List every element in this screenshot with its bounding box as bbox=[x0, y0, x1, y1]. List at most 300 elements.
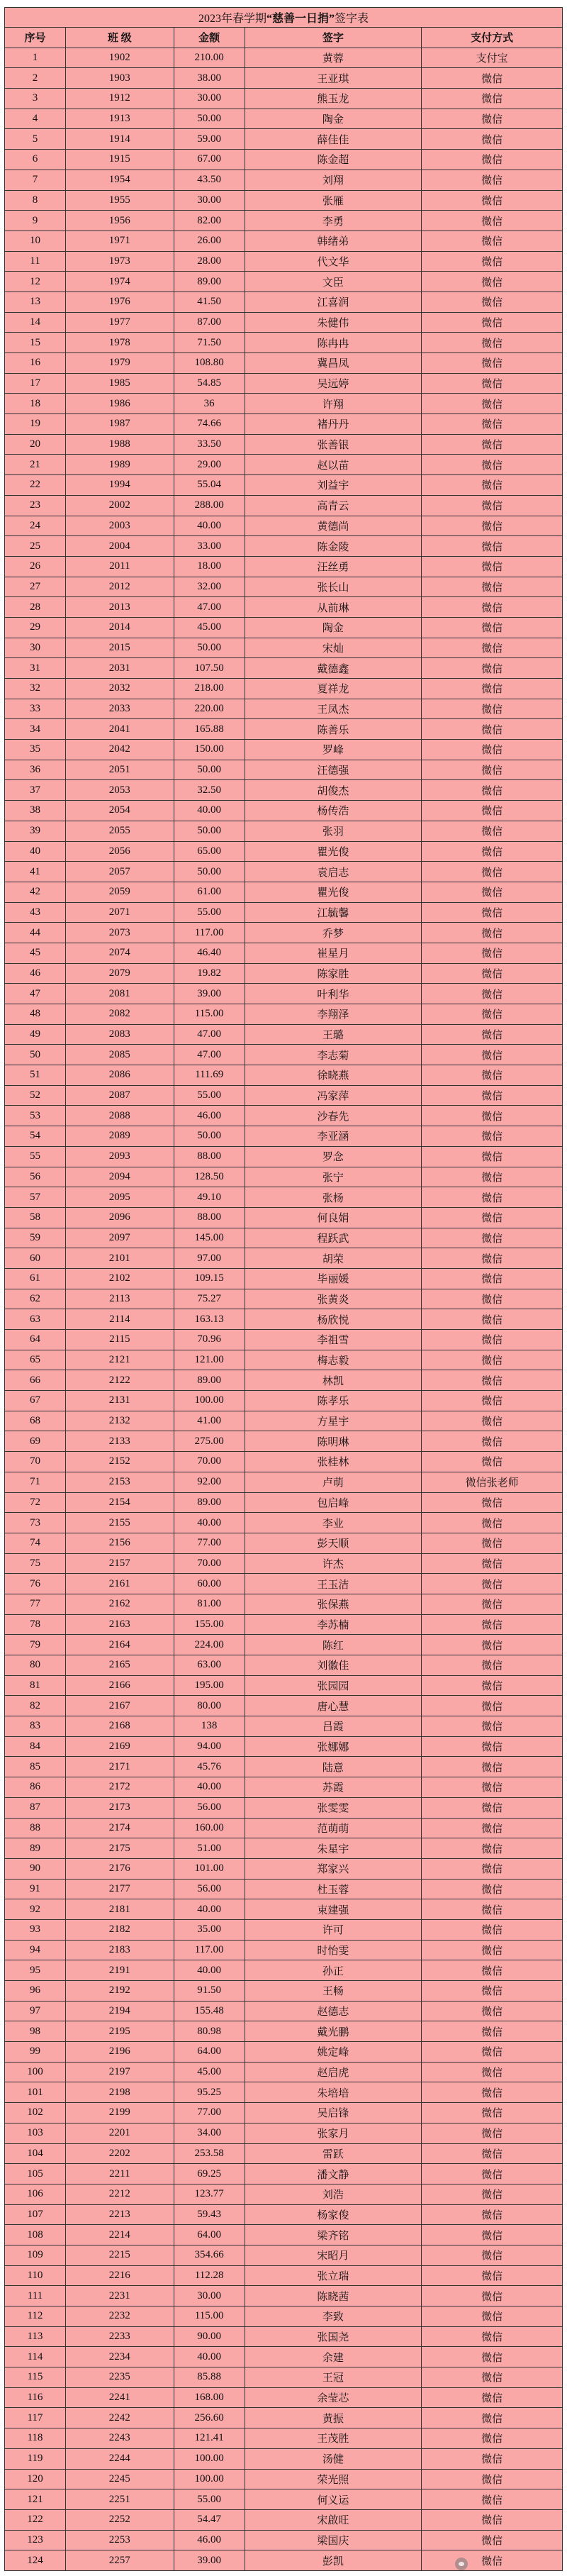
cell-amount: 40.00 bbox=[174, 1899, 245, 1920]
cell-payment: 微信 bbox=[422, 1309, 563, 1330]
cell-amount: 36 bbox=[174, 394, 245, 414]
table-row bbox=[5, 679, 563, 699]
cell-amount: 123.77 bbox=[174, 2184, 245, 2205]
cell-signature: 黄蓉 bbox=[245, 48, 422, 69]
table-row bbox=[5, 618, 563, 638]
cell-signature: 徐晓燕 bbox=[245, 1065, 422, 1086]
table-row bbox=[5, 1635, 563, 1655]
cell-payment: 微信 bbox=[422, 801, 563, 821]
cell-payment: 微信 bbox=[422, 1126, 563, 1147]
table-row bbox=[5, 1004, 563, 1025]
cell-seq: 40 bbox=[5, 842, 66, 862]
cell-class: 2196 bbox=[66, 2042, 174, 2063]
cell-seq: 55 bbox=[5, 1147, 66, 1167]
cell-amount: 30.00 bbox=[174, 2286, 245, 2306]
signature-table bbox=[4, 7, 563, 2571]
cell-amount: 115.00 bbox=[174, 2306, 245, 2327]
cell-amount: 256.60 bbox=[174, 2408, 245, 2428]
cell-amount: 29.00 bbox=[174, 455, 245, 475]
table-row bbox=[5, 1838, 563, 1859]
cell-amount: 224.00 bbox=[174, 1635, 245, 1655]
cell-seq: 74 bbox=[5, 1533, 66, 1554]
cell-seq: 23 bbox=[5, 496, 66, 516]
cell-class: 2214 bbox=[66, 2225, 174, 2245]
table-row bbox=[5, 394, 563, 414]
table-row bbox=[5, 1655, 563, 1676]
cell-class: 2132 bbox=[66, 1411, 174, 1432]
cell-seq: 83 bbox=[5, 1716, 66, 1737]
cell-seq: 20 bbox=[5, 435, 66, 455]
cell-seq: 58 bbox=[5, 1208, 66, 1228]
cell-signature: 赵以苗 bbox=[245, 455, 422, 475]
cell-payment: 微信 bbox=[422, 2510, 563, 2531]
cell-amount: 100.00 bbox=[174, 1391, 245, 1411]
cell-signature: 陈家胜 bbox=[245, 964, 422, 984]
cell-seq: 70 bbox=[5, 1452, 66, 1472]
cell-signature: 汪丝勇 bbox=[245, 557, 422, 577]
table-row bbox=[5, 943, 563, 964]
cell-signature: 乔梦 bbox=[245, 923, 422, 943]
cell-payment: 微信 bbox=[422, 2347, 563, 2367]
cell-payment: 微信 bbox=[422, 943, 563, 964]
cell-seq: 11 bbox=[5, 252, 66, 272]
cell-signature: 李致 bbox=[245, 2306, 422, 2327]
cell-class: 2059 bbox=[66, 882, 174, 903]
table-row bbox=[5, 1147, 563, 1167]
cell-amount: 40.00 bbox=[174, 2347, 245, 2367]
cell-class: 2181 bbox=[66, 1899, 174, 1920]
cell-class: 2012 bbox=[66, 577, 174, 598]
cell-payment: 微信 bbox=[422, 1960, 563, 1981]
cell-payment: 微信 bbox=[422, 2184, 563, 2205]
cell-seq: 24 bbox=[5, 516, 66, 537]
cell-payment: 微信 bbox=[422, 2245, 563, 2266]
table-row bbox=[5, 2002, 563, 2022]
cell-seq: 114 bbox=[5, 2347, 66, 2367]
table-row bbox=[5, 516, 563, 537]
cell-payment: 微信 bbox=[422, 1248, 563, 1269]
cell-payment: 微信 bbox=[422, 496, 563, 516]
cell-amount: 56.00 bbox=[174, 1798, 245, 1819]
cell-payment: 微信 bbox=[422, 2103, 563, 2123]
cell-class: 2253 bbox=[66, 2531, 174, 2551]
cell-signature: 崔星月 bbox=[245, 943, 422, 964]
cell-payment: 微信 bbox=[422, 679, 563, 699]
table-row bbox=[5, 2245, 563, 2266]
cell-signature: 宋昭月 bbox=[245, 2245, 422, 2266]
cell-payment: 微信 bbox=[422, 1187, 563, 1208]
cell-signature: 何良娟 bbox=[245, 1208, 422, 1228]
cell-class: 2014 bbox=[66, 618, 174, 638]
table-row bbox=[5, 1431, 563, 1452]
cell-class: 2154 bbox=[66, 1493, 174, 1514]
cell-seq: 1 bbox=[5, 48, 66, 69]
cell-payment: 微信 bbox=[422, 68, 563, 89]
cell-class: 2081 bbox=[66, 984, 174, 1004]
cell-signature: 余莹芯 bbox=[245, 2388, 422, 2409]
table-row bbox=[5, 1899, 563, 1920]
table-row bbox=[5, 475, 563, 496]
cell-signature: 杨家俊 bbox=[245, 2205, 422, 2226]
cell-amount: 168.00 bbox=[174, 2388, 245, 2409]
cell-class: 2176 bbox=[66, 1859, 174, 1880]
cell-seq: 43 bbox=[5, 903, 66, 923]
header-payment: 支付方式 bbox=[422, 28, 563, 48]
cell-amount: 28.00 bbox=[174, 252, 245, 272]
cell-payment: 微信 bbox=[422, 1838, 563, 1859]
cell-class: 1971 bbox=[66, 231, 174, 252]
table-row bbox=[5, 964, 563, 984]
cell-class: 2211 bbox=[66, 2164, 174, 2184]
cell-seq: 96 bbox=[5, 1981, 66, 2002]
cell-signature: 胡荣 bbox=[245, 1248, 422, 1269]
cell-seq: 44 bbox=[5, 923, 66, 943]
table-row bbox=[5, 2531, 563, 2551]
cell-seq: 28 bbox=[5, 597, 66, 618]
cell-payment: 微信 bbox=[422, 1391, 563, 1411]
cell-amount: 112.28 bbox=[174, 2266, 245, 2287]
cell-amount: 40.00 bbox=[174, 1777, 245, 1798]
cell-class: 2082 bbox=[66, 1004, 174, 1025]
cell-seq: 113 bbox=[5, 2327, 66, 2348]
table-row bbox=[5, 48, 563, 69]
table-row bbox=[5, 1289, 563, 1310]
cell-amount: 115.00 bbox=[174, 1004, 245, 1025]
cell-seq: 76 bbox=[5, 1574, 66, 1594]
cell-signature: 梁国庆 bbox=[245, 2531, 422, 2551]
cell-seq: 53 bbox=[5, 1106, 66, 1126]
table-row bbox=[5, 2449, 563, 2470]
cell-amount: 35.00 bbox=[174, 1920, 245, 1941]
cell-amount: 97.00 bbox=[174, 1248, 245, 1269]
cell-seq: 32 bbox=[5, 679, 66, 699]
cell-signature: 彭凯 bbox=[245, 2550, 422, 2571]
cell-class: 2004 bbox=[66, 536, 174, 557]
table-row bbox=[5, 882, 563, 903]
cell-payment: 微信 bbox=[422, 1615, 563, 1636]
title-suffix: 签字表 bbox=[335, 13, 369, 25]
table-row bbox=[5, 1269, 563, 1289]
cell-class: 1985 bbox=[66, 374, 174, 394]
cell-payment: 微信张老师 bbox=[422, 1472, 563, 1493]
cell-seq: 94 bbox=[5, 1941, 66, 1961]
cell-amount: 34.00 bbox=[174, 2123, 245, 2144]
cell-payment: 微信 bbox=[422, 1737, 563, 1758]
cell-payment: 微信 bbox=[422, 2408, 563, 2428]
cell-class: 2013 bbox=[66, 597, 174, 618]
cell-payment: 微信 bbox=[422, 231, 563, 252]
cell-payment: 微信 bbox=[422, 2021, 563, 2042]
cell-amount: 55.00 bbox=[174, 2489, 245, 2510]
cell-seq: 60 bbox=[5, 1248, 66, 1269]
cell-payment: 微信 bbox=[422, 1574, 563, 1594]
cell-amount: 109.15 bbox=[174, 1269, 245, 1289]
cell-class: 2172 bbox=[66, 1777, 174, 1798]
cell-signature: 汤健 bbox=[245, 2449, 422, 2470]
cell-amount: 145.00 bbox=[174, 1228, 245, 1249]
cell-seq: 116 bbox=[5, 2388, 66, 2409]
cell-signature: 黄德尚 bbox=[245, 516, 422, 537]
cell-payment: 微信 bbox=[422, 455, 563, 475]
table-row bbox=[5, 1391, 563, 1411]
cell-seq: 25 bbox=[5, 536, 66, 557]
cell-signature: 张娜娜 bbox=[245, 1737, 422, 1758]
cell-seq: 7 bbox=[5, 170, 66, 191]
cell-class: 2234 bbox=[66, 2347, 174, 2367]
cell-seq: 35 bbox=[5, 740, 66, 760]
cell-seq: 100 bbox=[5, 2063, 66, 2083]
cell-class: 2097 bbox=[66, 1228, 174, 1249]
table-row bbox=[5, 2042, 563, 2063]
cell-amount: 70.00 bbox=[174, 1554, 245, 1575]
cell-signature: 王畅 bbox=[245, 1981, 422, 2002]
cell-seq: 118 bbox=[5, 2428, 66, 2449]
cell-payment: 微信 bbox=[422, 2550, 563, 2571]
cell-payment: 微信 bbox=[422, 618, 563, 638]
cell-class: 2095 bbox=[66, 1187, 174, 1208]
cell-seq: 81 bbox=[5, 1676, 66, 1697]
cell-amount: 49.10 bbox=[174, 1187, 245, 1208]
cell-signature: 陶金 bbox=[245, 109, 422, 130]
cell-class: 2156 bbox=[66, 1533, 174, 1554]
cell-seq: 120 bbox=[5, 2470, 66, 2490]
cell-payment: 微信 bbox=[422, 1880, 563, 1900]
cell-amount: 160.00 bbox=[174, 1819, 245, 1839]
cell-seq: 5 bbox=[5, 129, 66, 150]
cell-seq: 41 bbox=[5, 862, 66, 882]
cell-amount: 59.43 bbox=[174, 2205, 245, 2226]
cell-class: 2003 bbox=[66, 516, 174, 537]
cell-signature: 时怡雯 bbox=[245, 1941, 422, 1961]
cell-amount: 59.00 bbox=[174, 129, 245, 150]
cell-seq: 88 bbox=[5, 1819, 66, 1839]
table-row bbox=[5, 1167, 563, 1188]
cell-seq: 12 bbox=[5, 272, 66, 292]
cell-seq: 121 bbox=[5, 2489, 66, 2510]
table-row bbox=[5, 1960, 563, 1981]
cell-seq: 73 bbox=[5, 1513, 66, 1533]
table-row bbox=[5, 2388, 563, 2409]
cell-amount: 108.80 bbox=[174, 353, 245, 374]
table-row bbox=[5, 68, 563, 89]
cell-seq: 19 bbox=[5, 414, 66, 435]
cell-signature: 张雯雯 bbox=[245, 1798, 422, 1819]
cell-payment: 微信 bbox=[422, 699, 563, 720]
cell-seq: 67 bbox=[5, 1391, 66, 1411]
cell-amount: 354.66 bbox=[174, 2245, 245, 2266]
table-row bbox=[5, 2082, 563, 2103]
cell-signature: 袁启志 bbox=[245, 862, 422, 882]
cell-amount: 288.00 bbox=[174, 496, 245, 516]
cell-class: 2032 bbox=[66, 679, 174, 699]
cell-seq: 27 bbox=[5, 577, 66, 598]
cell-class: 2166 bbox=[66, 1676, 174, 1697]
cell-amount: 117.00 bbox=[174, 1941, 245, 1961]
cell-class: 1988 bbox=[66, 435, 174, 455]
cell-signature: 王玉洁 bbox=[245, 1574, 422, 1594]
cell-class: 2157 bbox=[66, 1554, 174, 1575]
cell-amount: 39.00 bbox=[174, 984, 245, 1004]
cell-amount: 71.50 bbox=[174, 333, 245, 353]
table-row bbox=[5, 1554, 563, 1575]
cell-payment: 微信 bbox=[422, 1655, 563, 1676]
cell-class: 1914 bbox=[66, 129, 174, 150]
cell-signature: 毕丽媛 bbox=[245, 1269, 422, 1289]
cell-signature: 王亚琪 bbox=[245, 68, 422, 89]
cell-amount: 40.00 bbox=[174, 1960, 245, 1981]
table-row bbox=[5, 1025, 563, 1045]
cell-amount: 50.00 bbox=[174, 109, 245, 130]
table-row bbox=[5, 109, 563, 130]
table-row bbox=[5, 2510, 563, 2531]
cell-seq: 38 bbox=[5, 801, 66, 821]
cell-amount: 85.88 bbox=[174, 2367, 245, 2388]
cell-seq: 21 bbox=[5, 455, 66, 475]
cell-signature: 江喜润 bbox=[245, 292, 422, 313]
cell-signature: 张雁 bbox=[245, 191, 422, 211]
cell-amount: 51.00 bbox=[174, 1838, 245, 1859]
cell-class: 2213 bbox=[66, 2205, 174, 2226]
cell-class: 1994 bbox=[66, 475, 174, 496]
cell-class: 2244 bbox=[66, 2449, 174, 2470]
cell-payment: 微信 bbox=[422, 2428, 563, 2449]
cell-amount: 56.00 bbox=[174, 1880, 245, 1900]
cell-seq: 50 bbox=[5, 1045, 66, 1065]
cell-class: 2197 bbox=[66, 2063, 174, 2083]
cell-seq: 29 bbox=[5, 618, 66, 638]
cell-signature: 韩绪弟 bbox=[245, 231, 422, 252]
cell-payment: 微信 bbox=[422, 333, 563, 353]
cell-signature: 卢萌 bbox=[245, 1472, 422, 1493]
cell-amount: 89.00 bbox=[174, 1493, 245, 1514]
cell-signature: 唐心慧 bbox=[245, 1696, 422, 1716]
cell-seq: 8 bbox=[5, 191, 66, 211]
cell-seq: 102 bbox=[5, 2103, 66, 2123]
cell-signature: 陈金超 bbox=[245, 150, 422, 170]
cell-class: 2121 bbox=[66, 1350, 174, 1371]
cell-seq: 106 bbox=[5, 2184, 66, 2205]
cell-payment: 微信 bbox=[422, 211, 563, 231]
cell-seq: 31 bbox=[5, 658, 66, 679]
cell-seq: 56 bbox=[5, 1167, 66, 1188]
cell-class: 2093 bbox=[66, 1147, 174, 1167]
cell-amount: 87.00 bbox=[174, 313, 245, 333]
cell-payment: 微信 bbox=[422, 1167, 563, 1188]
cell-signature: 瞿光俊 bbox=[245, 842, 422, 862]
cell-signature: 赵启虎 bbox=[245, 2063, 422, 2083]
cell-seq: 86 bbox=[5, 1777, 66, 1798]
cell-signature: 张宁 bbox=[245, 1167, 422, 1188]
cell-amount: 46.40 bbox=[174, 943, 245, 964]
cell-payment: 微信 bbox=[422, 2082, 563, 2103]
cell-class: 2251 bbox=[66, 2489, 174, 2510]
cell-signature: 李亚涵 bbox=[245, 1126, 422, 1147]
cell-payment: 微信 bbox=[422, 272, 563, 292]
cell-amount: 111.69 bbox=[174, 1065, 245, 1086]
cell-seq: 18 bbox=[5, 394, 66, 414]
cell-amount: 47.00 bbox=[174, 597, 245, 618]
cell-class: 2183 bbox=[66, 1941, 174, 1961]
cell-signature: 熊玉龙 bbox=[245, 89, 422, 109]
table-row bbox=[5, 1330, 563, 1350]
table-row bbox=[5, 252, 563, 272]
cell-class: 2074 bbox=[66, 943, 174, 964]
cell-class: 2113 bbox=[66, 1289, 174, 1310]
cell-class: 2212 bbox=[66, 2184, 174, 2205]
cell-seq: 111 bbox=[5, 2286, 66, 2306]
cell-signature: 沙春先 bbox=[245, 1106, 422, 1126]
table-row bbox=[5, 1533, 563, 1554]
table-row bbox=[5, 597, 563, 618]
cell-signature: 黄振 bbox=[245, 2408, 422, 2428]
cell-seq: 71 bbox=[5, 1472, 66, 1493]
cell-signature: 冯家萍 bbox=[245, 1086, 422, 1106]
cell-class: 2071 bbox=[66, 903, 174, 923]
cell-class: 2198 bbox=[66, 2082, 174, 2103]
cell-class: 2053 bbox=[66, 780, 174, 801]
cell-seq: 64 bbox=[5, 1330, 66, 1350]
cell-amount: 121.00 bbox=[174, 1350, 245, 1371]
cell-payment: 微信 bbox=[422, 292, 563, 313]
table-row bbox=[5, 719, 563, 740]
cell-seq: 48 bbox=[5, 1004, 66, 1025]
cell-amount: 210.00 bbox=[174, 48, 245, 69]
cell-payment: 微信 bbox=[422, 109, 563, 130]
cell-seq: 22 bbox=[5, 475, 66, 496]
cell-class: 2241 bbox=[66, 2388, 174, 2409]
cell-amount: 94.00 bbox=[174, 1737, 245, 1758]
cell-amount: 55.04 bbox=[174, 475, 245, 496]
cell-payment: 微信 bbox=[422, 821, 563, 842]
cell-amount: 47.00 bbox=[174, 1025, 245, 1045]
cell-signature: 朱健伟 bbox=[245, 313, 422, 333]
table-row bbox=[5, 333, 563, 353]
table-row bbox=[5, 1737, 563, 1758]
table-row bbox=[5, 1676, 563, 1697]
cell-payment: 微信 bbox=[422, 1350, 563, 1371]
cell-signature: 束建强 bbox=[245, 1899, 422, 1920]
cell-signature: 包启峰 bbox=[245, 1493, 422, 1514]
cell-seq: 119 bbox=[5, 2449, 66, 2470]
cell-seq: 6 bbox=[5, 150, 66, 170]
cell-signature: 李业 bbox=[245, 1513, 422, 1533]
cell-class: 2115 bbox=[66, 1330, 174, 1350]
cell-amount: 26.00 bbox=[174, 231, 245, 252]
cell-class: 2057 bbox=[66, 862, 174, 882]
cell-amount: 90.00 bbox=[174, 2327, 245, 2348]
cell-seq: 75 bbox=[5, 1554, 66, 1575]
cell-class: 1978 bbox=[66, 333, 174, 353]
header-signature: 签字 bbox=[245, 28, 422, 48]
cell-amount: 275.00 bbox=[174, 1431, 245, 1452]
table-row bbox=[5, 1819, 563, 1839]
cell-signature: 夏祥龙 bbox=[245, 679, 422, 699]
cell-class: 2162 bbox=[66, 1594, 174, 1615]
cell-payment: 微信 bbox=[422, 1493, 563, 1514]
cell-signature: 戴德鑫 bbox=[245, 658, 422, 679]
table-row bbox=[5, 1920, 563, 1941]
cell-amount: 45.00 bbox=[174, 618, 245, 638]
cell-seq: 107 bbox=[5, 2205, 66, 2226]
cell-signature: 李勇 bbox=[245, 211, 422, 231]
cell-seq: 98 bbox=[5, 2021, 66, 2042]
cell-signature: 冀昌凤 bbox=[245, 353, 422, 374]
cell-signature: 彭天顺 bbox=[245, 1533, 422, 1554]
cell-payment: 微信 bbox=[422, 1431, 563, 1452]
cell-amount: 50.00 bbox=[174, 760, 245, 781]
cell-signature: 梁齐铭 bbox=[245, 2225, 422, 2245]
table-row bbox=[5, 435, 563, 455]
